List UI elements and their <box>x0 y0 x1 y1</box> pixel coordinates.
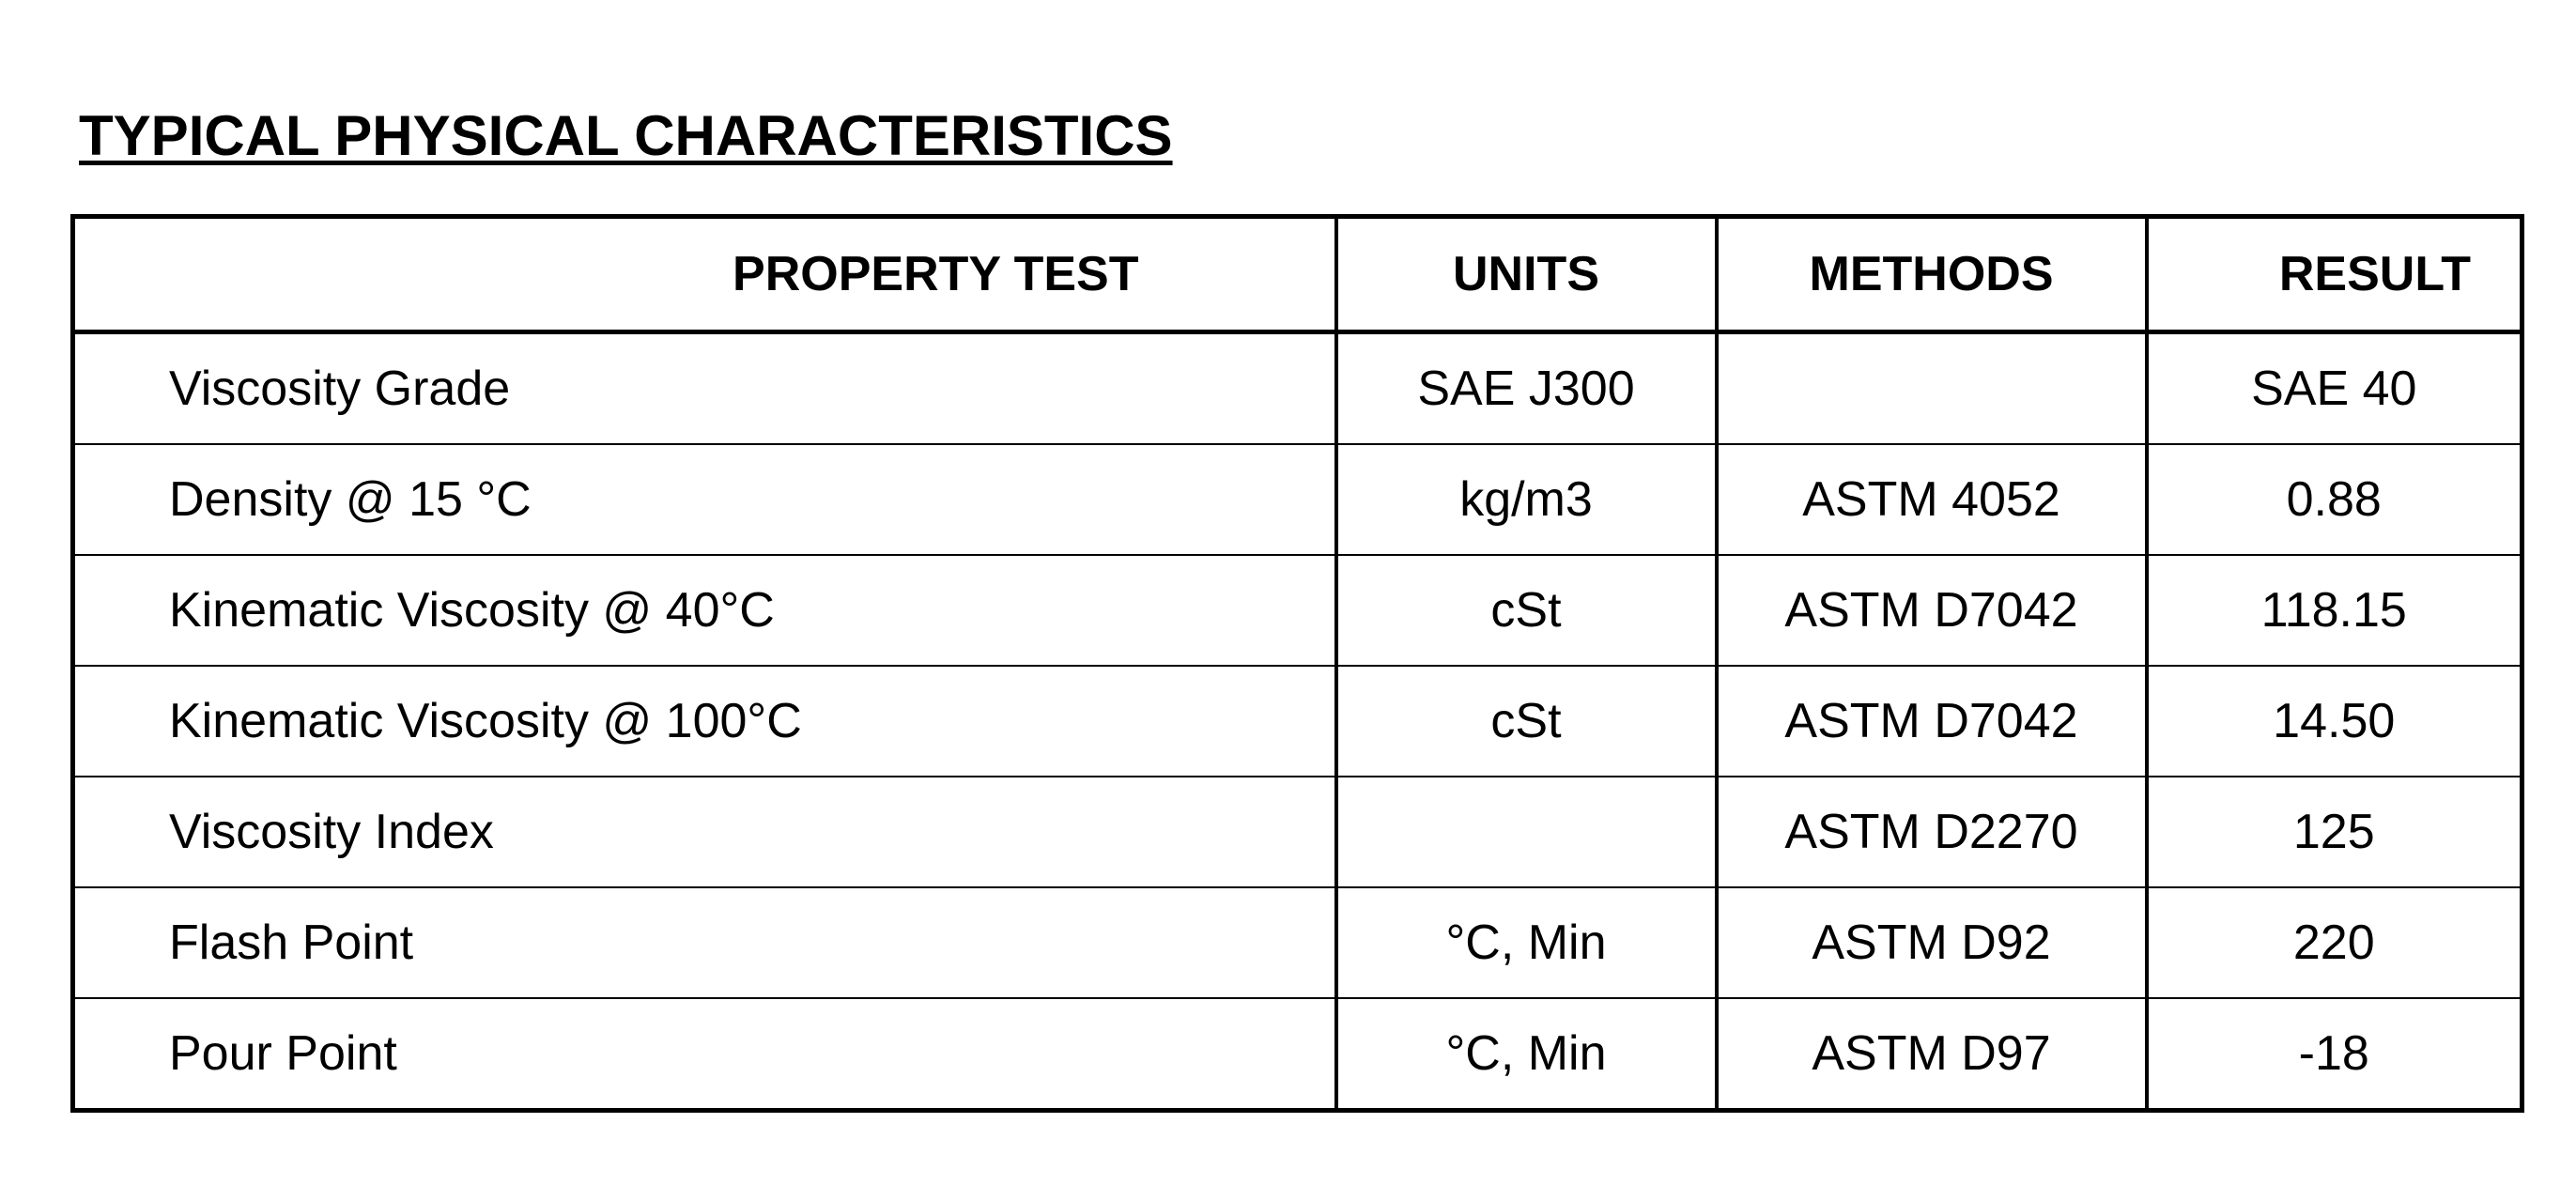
cell-units: cSt <box>1336 555 1717 666</box>
table-row <box>73 998 2522 1111</box>
cell-method: ASTM D97 <box>1717 998 2147 1111</box>
cell-method <box>1717 332 2147 445</box>
cell-property: Density @ 15 °C <box>73 444 1336 555</box>
header-methods: METHODS <box>1717 217 2147 332</box>
cell-property: Viscosity Index <box>73 777 1336 887</box>
cell-property: Flash Point <box>73 887 1336 998</box>
cell-units <box>1336 777 1717 887</box>
cell-units: kg/m3 <box>1336 444 1717 555</box>
table-row <box>73 777 2522 887</box>
cell-method: ASTM D2270 <box>1717 777 2147 887</box>
table-row <box>73 887 2522 998</box>
table-row <box>73 332 2522 445</box>
table-row <box>73 444 2522 555</box>
header-row <box>73 217 2522 332</box>
cell-units: cSt <box>1336 666 1717 777</box>
table-body <box>73 332 2522 1111</box>
header-units: UNITS <box>1336 217 1717 332</box>
cell-property: Viscosity Grade <box>73 332 1336 445</box>
cell-result: 14.50 <box>2147 666 2522 777</box>
cell-result: SAE 40 <box>2147 332 2522 445</box>
header-result: RESULT <box>2147 217 2522 332</box>
cell-method: ASTM D92 <box>1717 887 2147 998</box>
cell-property: Kinematic Viscosity @ 40°C <box>73 555 1336 666</box>
cell-result: 118.15 <box>2147 555 2522 666</box>
cell-result: 220 <box>2147 887 2522 998</box>
cell-units: SAE J300 <box>1336 332 1717 445</box>
cell-result: 125 <box>2147 777 2522 887</box>
properties-table <box>70 214 2524 1113</box>
table-header <box>73 217 2522 332</box>
cell-method: ASTM D7042 <box>1717 555 2147 666</box>
cell-property: Kinematic Viscosity @ 100°C <box>73 666 1336 777</box>
table-row <box>73 555 2522 666</box>
cell-units: °C, Min <box>1336 998 1717 1111</box>
cell-result: -18 <box>2298 1026 2369 1081</box>
cell-property: Pour Point <box>73 998 1336 1111</box>
cell-method: ASTM 4052 <box>1717 444 2147 555</box>
cell-units: °C, Min <box>1336 887 1717 998</box>
cell-result: 0.88 <box>2147 444 2522 555</box>
section-title: TYPICAL PHYSICAL CHARACTERISTICS <box>79 104 1173 167</box>
cell-method: ASTM D7042 <box>1717 666 2147 777</box>
header-property-test: PROPERTY TEST <box>73 217 1336 332</box>
table-row <box>73 666 2522 777</box>
